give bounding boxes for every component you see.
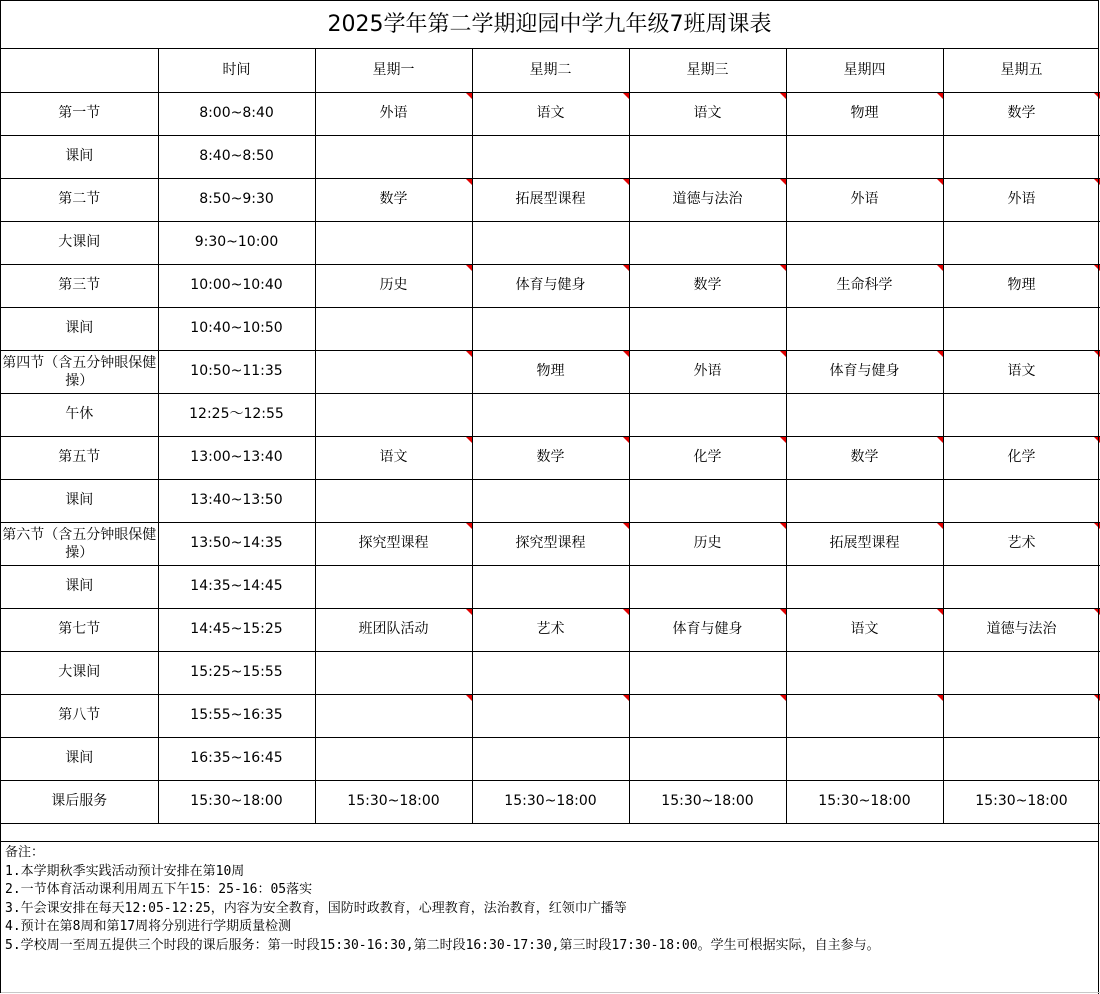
- subject-cell[interactable]: 语文: [786, 608, 943, 651]
- period-time-cell[interactable]: 15:30~18:00: [158, 780, 315, 823]
- period-time-cell[interactable]: 14:35~14:45: [158, 565, 315, 608]
- period-row: [1, 479, 1100, 522]
- period-time-cell[interactable]: 8:50~9:30: [158, 178, 315, 221]
- subject-cell[interactable]: 物理: [472, 350, 629, 393]
- period-row: [1, 307, 1100, 350]
- subject-cell[interactable]: [315, 737, 472, 780]
- subject-cell[interactable]: [629, 307, 786, 350]
- subject-cell[interactable]: [943, 565, 1100, 608]
- subject-cell[interactable]: [629, 651, 786, 694]
- period-label-cell[interactable]: 第四节（含五分钟眼保健操）: [1, 350, 158, 393]
- subject-cell[interactable]: 数学: [472, 436, 629, 479]
- note-line: 3.午会课安排在每天12:05-12:25，内容为安全教育，国防时政教育，心理教育，法治教育，红领巾广播等: [5, 900, 627, 916]
- subject-cell[interactable]: [786, 221, 943, 264]
- subject-cell[interactable]: 语文: [472, 92, 629, 135]
- period-time-cell[interactable]: 10:50~11:35: [158, 350, 315, 393]
- subject-cell[interactable]: 化学: [943, 436, 1100, 479]
- subject-cell[interactable]: [629, 565, 786, 608]
- period-time-cell[interactable]: 13:40~13:50: [158, 479, 315, 522]
- period-label-cell[interactable]: 大课间: [1, 221, 158, 264]
- subject-cell[interactable]: 数学: [315, 178, 472, 221]
- period-time-cell[interactable]: 14:45~15:25: [158, 608, 315, 651]
- subject-cell[interactable]: [943, 737, 1100, 780]
- subject-cell[interactable]: 艺术: [472, 608, 629, 651]
- period-row: [1, 264, 1100, 307]
- subject-cell[interactable]: 物理: [943, 264, 1100, 307]
- subject-cell[interactable]: [472, 221, 629, 264]
- notes-section: [1, 841, 1099, 957]
- header-row: [1, 49, 1100, 92]
- subject-cell[interactable]: 体育与健身: [629, 608, 786, 651]
- period-label-cell[interactable]: 第三节: [1, 264, 158, 307]
- subject-cell[interactable]: [943, 393, 1100, 436]
- period-row: [1, 178, 1100, 221]
- subject-cell[interactable]: 15:30~18:00: [943, 780, 1100, 823]
- period-time-cell[interactable]: 8:00~8:40: [158, 92, 315, 135]
- subject-cell[interactable]: [943, 479, 1100, 522]
- subject-cell[interactable]: 探究型课程: [315, 522, 472, 565]
- header-day-cell[interactable]: 星期五: [943, 49, 1100, 92]
- subject-cell[interactable]: [786, 135, 943, 178]
- period-row: [1, 221, 1100, 264]
- header-day-cell[interactable]: 星期二: [472, 49, 629, 92]
- period-label-cell[interactable]: 课间: [1, 737, 158, 780]
- subject-cell[interactable]: 班团队活动: [315, 608, 472, 651]
- subject-cell[interactable]: 化学: [629, 436, 786, 479]
- subject-cell[interactable]: [472, 694, 629, 737]
- subject-cell[interactable]: [472, 565, 629, 608]
- subject-cell[interactable]: [943, 694, 1100, 737]
- period-row: [1, 737, 1100, 780]
- header-day-cell[interactable]: 星期一: [315, 49, 472, 92]
- period-label-cell[interactable]: 课间: [1, 307, 158, 350]
- subject-cell[interactable]: [315, 350, 472, 393]
- subject-cell[interactable]: [629, 737, 786, 780]
- period-row: [1, 694, 1100, 737]
- subject-cell[interactable]: 外语: [943, 178, 1100, 221]
- subject-cell[interactable]: 历史: [629, 522, 786, 565]
- subject-cell[interactable]: 语文: [629, 92, 786, 135]
- subject-cell[interactable]: [472, 737, 629, 780]
- subject-cell[interactable]: 艺术: [943, 522, 1100, 565]
- note-line: 1.本学期秋季实践活动预计安排在第10周: [5, 863, 245, 879]
- sheet-bottom-border: [1, 992, 1100, 993]
- subject-cell[interactable]: 外语: [315, 92, 472, 135]
- subject-cell[interactable]: [629, 694, 786, 737]
- subject-cell[interactable]: [943, 135, 1100, 178]
- period-label-cell[interactable]: 第一节: [1, 92, 158, 135]
- subject-cell[interactable]: [315, 565, 472, 608]
- subject-cell[interactable]: 体育与健身: [472, 264, 629, 307]
- sheet-right-border: [1098, 1, 1099, 994]
- subject-cell[interactable]: [472, 307, 629, 350]
- subject-cell[interactable]: [472, 135, 629, 178]
- subject-cell[interactable]: [786, 479, 943, 522]
- subject-cell[interactable]: 语文: [315, 436, 472, 479]
- subject-cell[interactable]: [786, 307, 943, 350]
- period-row: [1, 522, 1100, 565]
- subject-cell[interactable]: 拓展型课程: [472, 178, 629, 221]
- subject-cell[interactable]: 历史: [315, 264, 472, 307]
- header-blank-cell[interactable]: [1, 49, 158, 92]
- subject-cell[interactable]: [629, 135, 786, 178]
- subject-cell[interactable]: [943, 307, 1100, 350]
- subject-cell[interactable]: 15:30~18:00: [315, 780, 472, 823]
- timetable-title: 2025学年第二学期迎园中学九年级7班周课表: [1, 1, 1099, 49]
- subject-cell[interactable]: 生命科学: [786, 264, 943, 307]
- period-row: [1, 135, 1100, 178]
- header-day-cell[interactable]: 星期四: [786, 49, 943, 92]
- period-time-cell[interactable]: 16:35~16:45: [158, 737, 315, 780]
- subject-cell[interactable]: [943, 651, 1100, 694]
- note-line: 2.一节体育活动课利用周五下午15：25-16：05落实: [5, 882, 313, 897]
- subject-cell[interactable]: [315, 479, 472, 522]
- period-row: [1, 436, 1100, 479]
- subject-cell[interactable]: [472, 479, 629, 522]
- subject-cell[interactable]: [315, 393, 472, 436]
- subject-cell[interactable]: 道德与法治: [943, 608, 1100, 651]
- period-row: [1, 350, 1100, 393]
- subject-cell[interactable]: [943, 221, 1100, 264]
- period-row: [1, 651, 1100, 694]
- period-row: [1, 565, 1100, 608]
- subject-cell[interactable]: [786, 651, 943, 694]
- subject-cell[interactable]: [315, 221, 472, 264]
- subject-cell[interactable]: 数学: [629, 264, 786, 307]
- header-time-cell[interactable]: 时间: [158, 49, 315, 92]
- period-label-cell[interactable]: 课间: [1, 479, 158, 522]
- subject-cell[interactable]: 探究型课程: [472, 522, 629, 565]
- period-label-cell[interactable]: 第八节: [1, 694, 158, 737]
- subject-cell[interactable]: 拓展型课程: [786, 522, 943, 565]
- subject-cell[interactable]: 15:30~18:00: [472, 780, 629, 823]
- period-label-cell[interactable]: 课间: [1, 565, 158, 608]
- subject-cell[interactable]: [315, 694, 472, 737]
- period-label-cell[interactable]: 第二节: [1, 178, 158, 221]
- header-day-cell[interactable]: 星期三: [629, 49, 786, 92]
- period-time-cell[interactable]: 12:25～12:55: [158, 393, 315, 436]
- subject-cell[interactable]: [629, 479, 786, 522]
- subject-cell[interactable]: [472, 651, 629, 694]
- note-line: 5.学校周一至周五提供三个时段的课后服务：第一时段15:30-16:30,第二时段16:30-17:30,第三时段17:30-18:00。学生可根据实际，自主参与。: [5, 937, 880, 953]
- period-time-cell[interactable]: 15:25~15:55: [158, 651, 315, 694]
- subject-cell[interactable]: 数学: [786, 436, 943, 479]
- subject-cell[interactable]: 体育与健身: [786, 350, 943, 393]
- period-time-cell[interactable]: 9:30~10:00: [158, 221, 315, 264]
- subject-cell[interactable]: 15:30~18:00: [629, 780, 786, 823]
- period-row: [1, 393, 1100, 436]
- period-row: [1, 780, 1100, 823]
- timetable-grid: [1, 49, 1100, 824]
- period-label-cell[interactable]: 第五节: [1, 436, 158, 479]
- period-time-cell[interactable]: 15:55~16:35: [158, 694, 315, 737]
- period-time-cell[interactable]: 13:00~13:40: [158, 436, 315, 479]
- subject-cell[interactable]: [629, 221, 786, 264]
- period-row: [1, 608, 1100, 651]
- period-time-cell[interactable]: 8:40~8:50: [158, 135, 315, 178]
- subject-cell[interactable]: [315, 135, 472, 178]
- subject-cell[interactable]: 语文: [943, 350, 1100, 393]
- period-label-cell[interactable]: 课后服务: [1, 780, 158, 823]
- period-label-cell[interactable]: 午休: [1, 393, 158, 436]
- subject-cell[interactable]: 外语: [786, 178, 943, 221]
- subject-cell[interactable]: [472, 393, 629, 436]
- period-label-cell[interactable]: 第七节: [1, 608, 158, 651]
- period-time-cell[interactable]: 13:50~14:35: [158, 522, 315, 565]
- period-label-cell[interactable]: 大课间: [1, 651, 158, 694]
- period-time-cell[interactable]: 10:40~10:50: [158, 307, 315, 350]
- notes-heading: 备注：: [5, 845, 45, 860]
- note-line: 4.预计在第8周和第17周将分别进行学期质量检测: [5, 919, 292, 934]
- subject-cell[interactable]: 15:30~18:00: [786, 780, 943, 823]
- period-label-cell[interactable]: 第六节（含五分钟眼保健操）: [1, 522, 158, 565]
- subject-cell[interactable]: [786, 694, 943, 737]
- period-row: [1, 92, 1100, 135]
- subject-cell[interactable]: [786, 565, 943, 608]
- subject-cell[interactable]: [315, 651, 472, 694]
- period-time-cell[interactable]: 10:00~10:40: [158, 264, 315, 307]
- period-label-cell[interactable]: 课间: [1, 135, 158, 178]
- subject-cell[interactable]: 道德与法治: [629, 178, 786, 221]
- subject-cell[interactable]: [786, 737, 943, 780]
- subject-cell[interactable]: 物理: [786, 92, 943, 135]
- subject-cell[interactable]: 外语: [629, 350, 786, 393]
- subject-cell[interactable]: [629, 393, 786, 436]
- subject-cell[interactable]: [315, 307, 472, 350]
- subject-cell[interactable]: 数学: [943, 92, 1100, 135]
- subject-cell[interactable]: [786, 393, 943, 436]
